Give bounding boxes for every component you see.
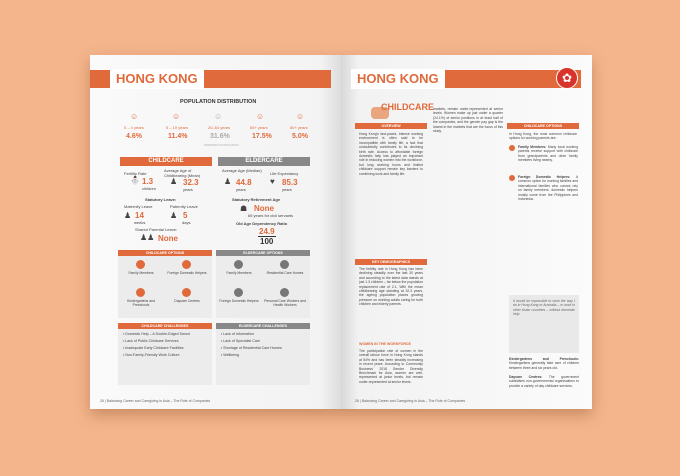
option-icon <box>280 288 289 297</box>
challenge-item: • Non-Family-Friendly Work Culture <box>123 353 180 357</box>
option-icon <box>136 260 145 269</box>
brochure-spread <box>90 55 592 409</box>
life-expectancy-label: Life Expectancy <box>270 171 299 176</box>
overview-header: OVERVIEW <box>355 123 427 129</box>
population-age-label: 5 – 19 years <box>166 125 189 130</box>
person-icon: ☺ <box>214 112 223 121</box>
right-page <box>341 55 592 409</box>
childcare-header: CHILDCARE <box>120 157 212 166</box>
maternity-label: Maternity Leave <box>124 204 153 209</box>
option-entry <box>518 145 578 163</box>
right-footer: 26 | Balancing Career and Caregiving in Asia – The Role of Companies <box>355 399 466 403</box>
population-age-label: 80+ years <box>290 125 308 130</box>
heart-icon: ♥ <box>270 177 275 186</box>
parents-icon: ♟♟ <box>140 233 155 242</box>
option-text: The government subsidises non-governmental organisations to provide a variety of day childcare services. <box>509 375 579 388</box>
chair-icon: ☗ <box>240 204 248 213</box>
left-page-title: HONG KONG <box>110 69 204 89</box>
childcare-challenges-header: CHILDCARE CHALLENGES <box>118 323 212 329</box>
option-bullet-icon <box>509 145 515 151</box>
option-icon <box>234 288 243 297</box>
challenge-item: • Domestic Help – A Double-Edged Sword <box>123 332 190 336</box>
option-label: Family Members <box>128 271 154 275</box>
population-age-label: 20–64 years <box>208 125 231 130</box>
shared-leave-label: Shared Parental Leave: <box>135 227 178 232</box>
option-label: Kindergartens and Preschools <box>127 299 155 307</box>
life-expectancy-value: 85.3 <box>282 178 298 187</box>
population-value: 11.4% <box>168 133 188 140</box>
workforce-text: The participation rate of women in the overall labour force in Hong Kong stands at 54% and has been steadily increasing in recent years. According to Community Business' 2018 Gender Diversity Benchmark for Asia, women are well-represented at junior levels, but remain under-represented at senior levels. <box>359 349 423 384</box>
baby-icon: ⛄ <box>130 176 140 185</box>
childcare-options-header: CHILDCARE OPTIONS <box>118 250 212 256</box>
population-value: 17.5% <box>252 133 272 140</box>
option-head: Kindergartens and Preschools: <box>509 357 579 361</box>
option-entry <box>509 357 579 370</box>
paternity-label: Paternity Leave <box>170 204 198 209</box>
challenge-item: • Lack of Public Childcare Services <box>123 339 179 343</box>
option-text: A common option for working families and international families who cannot rely on family members, domestic helpers mostly come from the Philippines and Indonesia. <box>518 175 578 202</box>
life-expectancy-unit: years <box>282 187 292 192</box>
eldercare-options-header: ELDERCARE OPTIONS <box>216 250 310 256</box>
left-page <box>90 55 341 409</box>
population-heading: POPULATION DISTRIBUTION <box>180 99 257 105</box>
option-head: Foreign Domestic Helpers: <box>518 175 576 179</box>
option-entry <box>509 375 579 388</box>
mother-child-icon: ♟ <box>124 211 132 220</box>
fertility-value: 1.3 <box>142 177 154 186</box>
retirement-value: None <box>254 204 274 213</box>
quote-text: It would be impossible to work the way I do in Hong Kong or Australia – or work in other Asian countries – without domestic help. <box>513 299 575 317</box>
elderly-icon: ♟ <box>224 177 232 186</box>
option-icon <box>182 260 191 269</box>
option-text: Many local working parents receive support with childcare from grandparents and other family members living nearby. <box>518 145 578 163</box>
option-label: Foreign Domestic Helpers <box>167 271 207 275</box>
person-icon: ☺ <box>172 112 181 121</box>
childcare-options-panel <box>118 250 212 318</box>
childcare-options-header-right: CHILDCARE OPTIONS <box>507 123 579 129</box>
option-label: Daycare Centres <box>174 299 200 303</box>
dependency-top: 24.9 <box>259 227 275 236</box>
overview-text: Hong Kong's fast-paced, intense working environment is often said to be incompatible with family life, a fact that undoubtedly contributes to its declining birth rate. Access to affordable foreign domestic help has played an important role in reducing women into the workforce, but long working hours and limited childcare support remain key barriers to combining work and family life. <box>359 132 423 176</box>
right-page-title: HONG KONG <box>351 69 445 89</box>
option-text: Kindergartens generally take care of children between three and six years old. <box>509 361 579 370</box>
person-icon: ☺ <box>256 112 265 121</box>
paternity-unit: days <box>182 220 191 225</box>
retirement-note: 65 years for civil servants <box>248 213 294 218</box>
option-label: Residential Care Homes <box>266 271 304 275</box>
option-icon <box>182 288 191 297</box>
challenge-item: • Inadequate Early Childcare Facilities <box>123 346 184 350</box>
retirement-label: Statutory Retirement Age <box>232 197 281 202</box>
eldercare-options-panel <box>216 250 310 318</box>
person-icon: ☺ <box>296 112 305 121</box>
left-footer: 26 | Balancing Career and Caregiving in Asia – The Role of Companies <box>100 399 211 403</box>
population-age-label: 0 – 4 years <box>124 125 144 130</box>
avg-childbearing-label: Average Age of Childbearing (Mean) <box>164 168 201 178</box>
option-icon <box>280 260 289 269</box>
avg-childbearing-value: 32.3 <box>183 178 199 187</box>
population-value: 5.0% <box>292 133 308 140</box>
option-label: Personal Care Workers and Health Workers <box>264 299 306 307</box>
workforce-header: WOMEN IN THE WORKFORCE <box>359 342 411 346</box>
challenge-item: • Lack of Specialist Care <box>221 339 261 343</box>
challenge-item: • Wellbeing <box>221 353 239 357</box>
maternity-value: 14 <box>135 211 144 220</box>
option-bullet-icon <box>509 175 515 181</box>
option-entry <box>518 175 578 201</box>
option-label: Family Members <box>226 271 252 275</box>
paternity-value: 5 <box>183 211 188 220</box>
median-age-label: Average Age (Median) <box>222 168 262 173</box>
option-icon <box>234 260 243 269</box>
eldercare-header: ELDERCARE <box>218 157 310 166</box>
statutory-leave-label: Statutory Leave: <box>145 197 177 202</box>
section-title: CHILDCARE <box>381 102 434 112</box>
option-label: Foreign Domestic Helpers <box>219 299 259 303</box>
hong-kong-flag-icon: ✿ <box>556 67 578 89</box>
median-age-value: 44.8 <box>236 178 252 187</box>
option-icon <box>136 288 145 297</box>
challenge-item: • Shortage of Residential Care Homes <box>221 346 282 350</box>
median-age-unit: years <box>236 187 246 192</box>
dependency-bottom: 100 <box>260 237 274 246</box>
avg-childbearing-unit: years <box>183 187 193 192</box>
population-age-label: 65+ years <box>250 125 268 130</box>
challenge-item: • Lack of Information <box>221 332 254 336</box>
option-head: Daycare Centres: <box>509 375 549 379</box>
person-icon: ☺ <box>130 112 139 121</box>
population-note: WORKING POPULATION <box>204 143 239 147</box>
shared-leave-value: None <box>158 234 178 243</box>
option-head: Family Members: <box>518 145 548 149</box>
fertility-label: Fertility Rate <box>124 171 147 176</box>
key-demographics-text: The fertility rate in Hong Kong has been declining steadily over the last 30 years and according to the latest data stands at just 1.3 children – far below the population replacement rate of 2.1. With the mean childbearing age standing at 32.3 years, the ageing population places growing pressure on working adults caring for both children and elderly parents. <box>359 267 423 307</box>
father-child-icon: ♟ <box>170 211 178 220</box>
mother-icon: ♟ <box>170 177 178 186</box>
maternity-unit: weeks <box>134 220 146 225</box>
fertility-unit: children <box>142 186 157 191</box>
options-intro: In Hong Kong, the most common childcare options for working parents are: <box>509 132 577 141</box>
key-demographics-header: KEY DEMOGRAPHICS <box>355 259 427 265</box>
population-value: 4.6% <box>126 133 142 140</box>
eldercare-challenges-header: ELDERCARE CHALLENGES <box>216 323 310 329</box>
dependency-label: Old Age Dependency Ratio <box>236 221 288 226</box>
column2-text: markets, remain under-represented at senior levels. Women make up just under a quarter (24.1%) of senior positions in at least half of the companies, and the gender pay gap is the lowest in the markets that are the focus of this study. <box>433 107 503 134</box>
quote-box <box>509 295 579 353</box>
population-value: 31.6% <box>210 133 230 140</box>
